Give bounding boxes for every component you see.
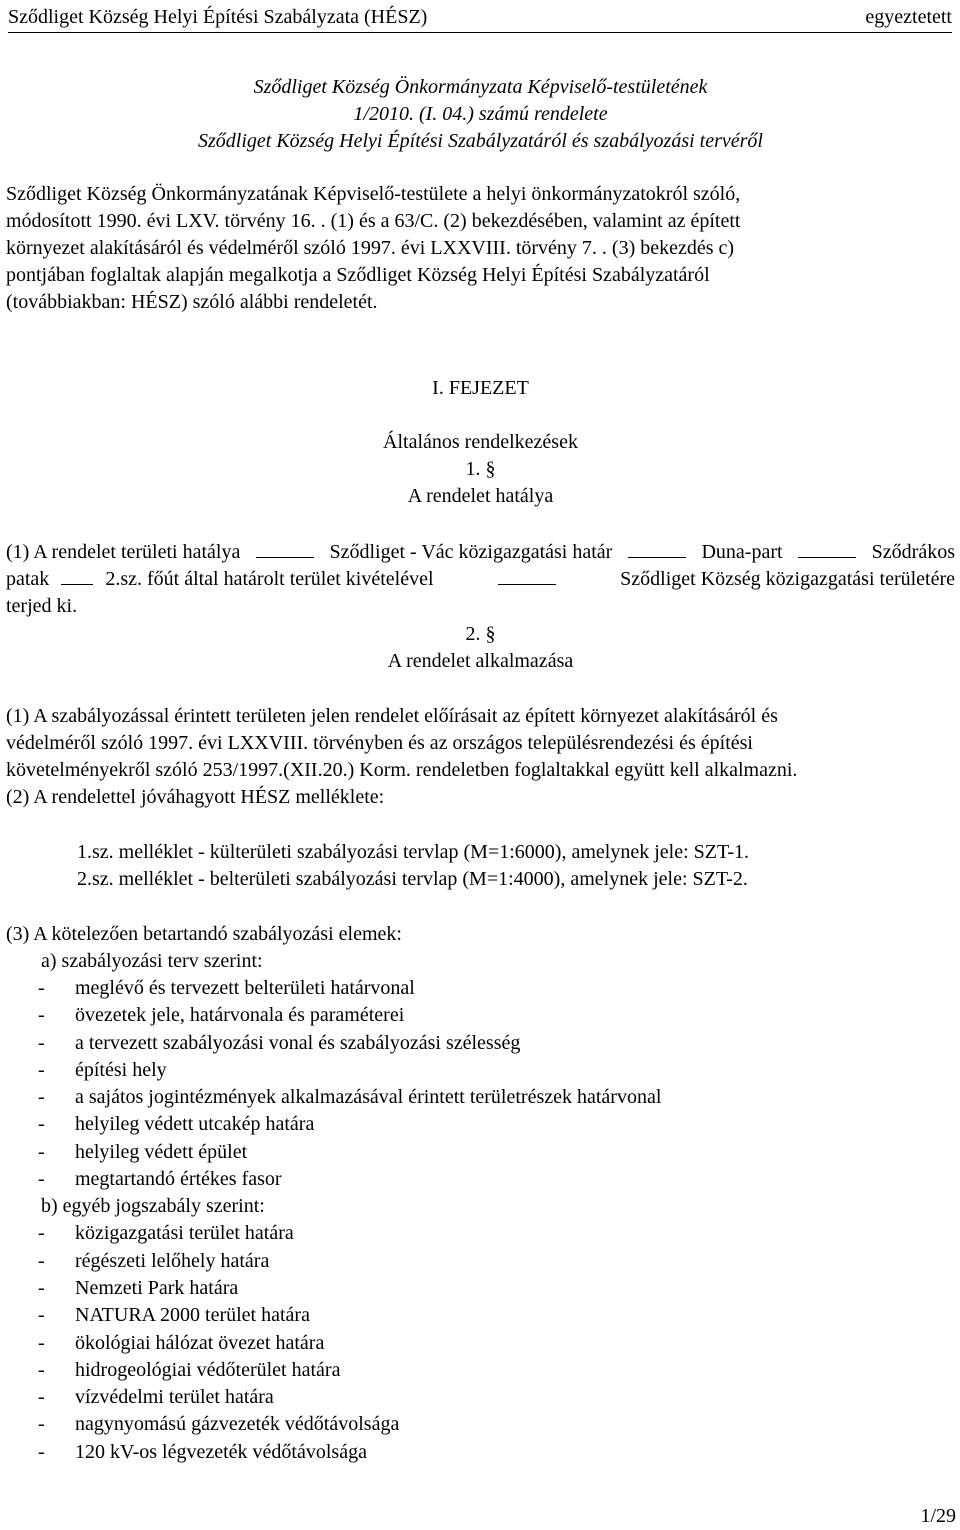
section-1-paragraph bbox=[6, 539, 955, 620]
em-dash bbox=[498, 584, 556, 585]
group-a-list bbox=[6, 975, 955, 1193]
list-item-text: közigazgatási terület határa bbox=[75, 1222, 294, 1245]
list-item-text: a sajátos jogintézmények alkalmazásával érintett területrészek határvonal bbox=[75, 1086, 662, 1109]
s1-text-g: Sződliget Község közigazgatási területére bbox=[620, 568, 956, 590]
list-item-text: NATURA 2000 terület határa bbox=[75, 1304, 310, 1327]
em-dash bbox=[628, 557, 686, 558]
group-a-label: a) szabályozási terv szerint: bbox=[41, 950, 263, 972]
section-sign-icon: § bbox=[485, 623, 496, 645]
list-item-text: helyileg védett épület bbox=[75, 1140, 248, 1163]
list-dash: - bbox=[38, 1222, 45, 1245]
s1-text-d: Sződrákos bbox=[871, 541, 955, 563]
list-item-text: régészeti lelőhely határa bbox=[75, 1249, 270, 1272]
group-b-list bbox=[6, 1220, 955, 1466]
list-item-text: hidrogeológiai védőterület határa bbox=[75, 1358, 341, 1381]
section-sign-icon: § bbox=[485, 458, 496, 480]
intro-paragraph bbox=[6, 181, 955, 316]
list-item bbox=[6, 1057, 955, 1084]
s1-text-c: Duna-part bbox=[701, 541, 783, 563]
list-item bbox=[6, 1384, 955, 1411]
list-item bbox=[6, 1084, 955, 1111]
annex-item-1: 1.sz. melléklet - külterületi szabályozási tervlap (M=1:6000), amelynek jele: SZT-1. bbox=[77, 841, 750, 863]
list-item-text: építési hely bbox=[75, 1058, 167, 1081]
list-item-text: 120 kV-os légvezeték védőtávolsága bbox=[75, 1440, 367, 1463]
list-item-text: Nemzeti Park határa bbox=[75, 1276, 239, 1299]
annex-list bbox=[77, 839, 947, 893]
list-item-text: vízvédelmi terület határa bbox=[75, 1386, 274, 1409]
list-item bbox=[6, 1411, 955, 1438]
s2-p1-line-2: védelméről szóló 1997. évi LXXVIII. törvényben és az országos településrendezési és építési bbox=[6, 732, 753, 754]
s1-text-e: patak bbox=[6, 568, 50, 590]
header-title: Sződliget Község Helyi Építési Szabályzata (HÉSZ) bbox=[8, 6, 428, 28]
list-item-text: a tervezett szabályozási vonal és szabályozási szélesség bbox=[75, 1031, 521, 1054]
intro-line-5: (továbbiakban: HÉSZ) szóló alábbi rendeletét. bbox=[6, 291, 378, 313]
list-dash: - bbox=[38, 1331, 45, 1354]
list-item bbox=[6, 1111, 955, 1138]
list-dash: - bbox=[38, 1358, 45, 1381]
list-dash: - bbox=[38, 1031, 45, 1054]
intro-line-1: Sződliget Község Önkormányzatának Képviselő-testülete a helyi önkormányzatokról szóló, bbox=[6, 183, 741, 205]
chapter-title: Általános rendelkezések bbox=[383, 431, 578, 453]
section-2-paragraphs bbox=[6, 703, 955, 811]
list-dash: - bbox=[38, 1304, 45, 1327]
list-dash: - bbox=[38, 1168, 45, 1191]
list-dash: - bbox=[38, 1276, 45, 1299]
chapter-heading bbox=[6, 375, 955, 456]
list-dash: - bbox=[38, 1413, 45, 1436]
list-item-text: meglévő és tervezett belterületi határvonal bbox=[75, 977, 415, 999]
title-line-1: Sződliget Község Önkormányzata Képviselő-testületének bbox=[253, 76, 708, 98]
s1-text-f: 2.sz. főút által határolt terület kivételével bbox=[105, 568, 434, 590]
chapter-label: I. FEJEZET bbox=[432, 377, 529, 399]
list-item-text: ökológiai hálózat övezet határa bbox=[75, 1331, 325, 1354]
list-dash: - bbox=[38, 1386, 45, 1409]
em-dash bbox=[61, 584, 93, 585]
intro-line-4: pontjában foglaltak alapján megalkotja a Sződliget Község Helyi Építési Szabályzatáról bbox=[6, 264, 710, 286]
list-item bbox=[6, 1248, 955, 1275]
list-dash: - bbox=[38, 1113, 45, 1136]
list-item bbox=[6, 1330, 955, 1357]
intro-line-3: környezet alakításáról és védelméről szóló 1997. évi LXXVIII. törvény 7. . (3) bekezdés c) bbox=[6, 237, 735, 259]
title-line-3: Sződliget Község Helyi Építési Szabályzatáról és szabályozási tervéről bbox=[198, 130, 763, 152]
intro-line-2: módosított 1990. évi LXV. törvény 16. . (1) és a 63/C. (2) bekezdésében, valamint az épített bbox=[6, 210, 741, 232]
list-dash: - bbox=[38, 1140, 45, 1163]
list-dash: - bbox=[38, 1004, 45, 1027]
em-dash bbox=[798, 557, 856, 558]
section-2-number: 2. bbox=[465, 623, 481, 645]
page-number: 1/29 bbox=[920, 1505, 956, 1527]
list-dash: - bbox=[38, 1086, 45, 1109]
list-item-text: helyileg védett utcakép határa bbox=[75, 1113, 315, 1136]
s1-text-a: (1) A rendelet területi hatálya bbox=[6, 541, 241, 563]
list-item bbox=[6, 1002, 955, 1029]
list-item bbox=[6, 1139, 955, 1166]
list-item bbox=[6, 1030, 955, 1057]
section-2-heading bbox=[6, 621, 955, 675]
annex-item-2: 2.sz. melléklet - belterületi szabályozási tervlap (M=1:4000), amelynek jele: SZT-2. bbox=[77, 868, 748, 890]
list-item-text: megtartandó értékes fasor bbox=[75, 1168, 282, 1191]
list-dash: - bbox=[38, 1058, 45, 1081]
section-1-number: 1. bbox=[465, 458, 481, 480]
list-item bbox=[6, 1439, 955, 1466]
list-item bbox=[6, 1220, 955, 1247]
s2-p2: (2) A rendelettel jóváhagyott HÉSZ melléklete: bbox=[6, 786, 385, 808]
em-dash bbox=[256, 557, 314, 558]
list-dash: - bbox=[38, 977, 45, 999]
section-2-title: A rendelet alkalmazása bbox=[387, 650, 574, 672]
list-item-text: nagynyomású gázvezeték védőtávolsága bbox=[75, 1413, 400, 1436]
page-header bbox=[8, 4, 952, 33]
section-1-heading bbox=[6, 456, 955, 510]
s2-p3: (3) A kötelezően betartandó szabályozási elemek: bbox=[6, 923, 402, 945]
s2-p1-line-3: követelményekről szóló 253/1997.(XII.20.) Korm. rendeletben foglaltakkal együtt kell alkalmazni. bbox=[6, 759, 798, 781]
list-dash: - bbox=[38, 1249, 45, 1272]
section-1-title: A rendelet hatálya bbox=[407, 485, 554, 507]
s2-p1-line-1: (1) A szabályozással érintett területen jelen rendelet előírásait az épített környezet alakításáról és bbox=[6, 705, 778, 727]
required-elements bbox=[6, 921, 955, 1466]
s1-text-b: Sződliget - Vác közigazgatási határ bbox=[329, 541, 613, 563]
list-item bbox=[6, 1302, 955, 1329]
group-b-label: b) egyéb jogszabály szerint: bbox=[41, 1195, 265, 1218]
ordinance-title bbox=[6, 74, 955, 155]
s1-text-h: terjed ki. bbox=[6, 595, 78, 617]
list-item bbox=[6, 975, 955, 1002]
list-dash: - bbox=[38, 1440, 45, 1463]
header-status: egyeztetett bbox=[865, 6, 952, 28]
list-item bbox=[6, 1166, 955, 1193]
list-item-text: övezetek jele, határvonala és paraméterei bbox=[75, 1004, 405, 1027]
title-line-2: 1/2010. (I. 04.) számú rendelete bbox=[353, 103, 608, 125]
list-item bbox=[6, 1357, 955, 1384]
list-item bbox=[6, 1275, 955, 1302]
